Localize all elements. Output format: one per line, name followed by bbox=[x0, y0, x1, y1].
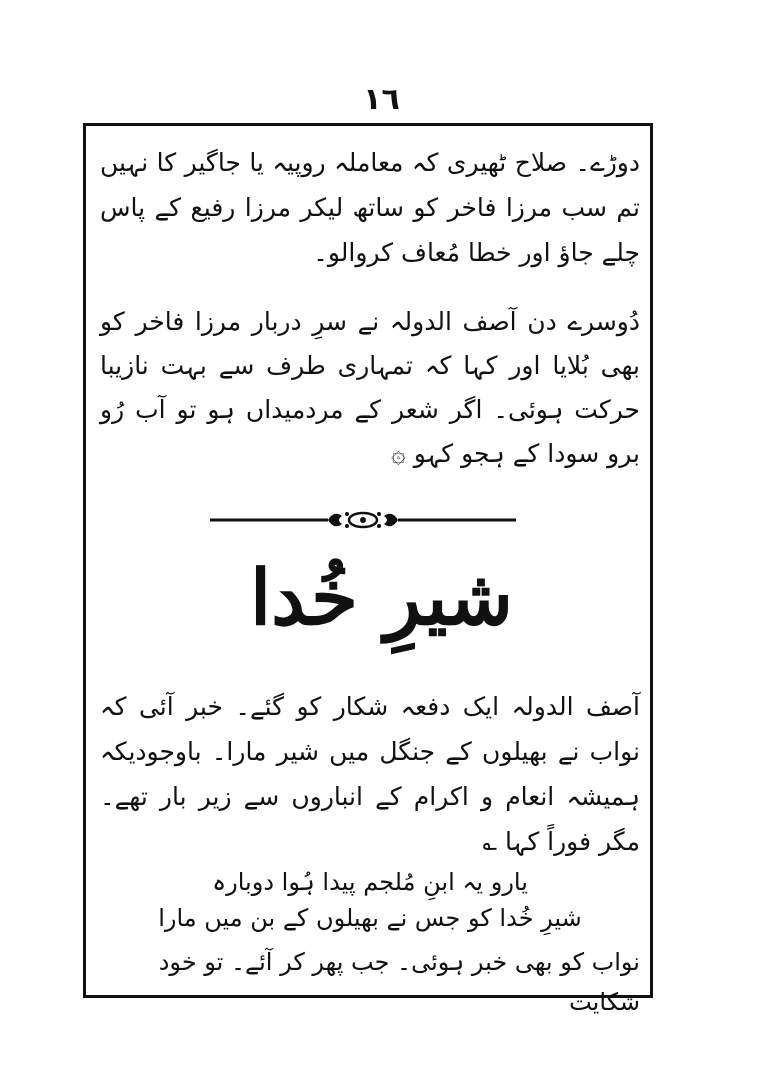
paragraph-last-line: نواب کو بھی خبر ہوئی۔ جب پھر کر آئے۔ تو خود شکایت bbox=[158, 948, 640, 1016]
paragraph-section-body: آصف الدولہ ایک دفعہ شکار کو گئے۔ خبر آئی کہ نواب نے بھیلوں کے جنگل میں شیر مارا۔ باوجودیکہ ہمیشہ انعام و اکرام کے انباروں سے زیر بار تھے۔ مگر فوراً کہا ؎ bbox=[100, 692, 640, 856]
verse-line-1: یارو یہ ابنِ مُلجم پیدا ہُوا دوبارہ bbox=[212, 868, 528, 896]
verse-line-2: شیرِ خُدا کو جس نے بھیلوں کے بن میں مارا bbox=[158, 904, 582, 932]
ornament-divider-icon bbox=[210, 508, 516, 532]
paragraph-top-1: دوڑے۔ صلاح ٹھیری کہ معاملہ روپیہ یا جاگیر کا نہیں تم سب مرزا فاخر کو ساتھ لیکر مرزا رفیع کے پاس چلے جاؤ اور خطا مُعاف کروالو۔ bbox=[100, 148, 640, 267]
section-title: شیرِ خُدا bbox=[250, 553, 513, 642]
paragraph-top-2: دُوسرے دن آصف الدولہ نے سرِ دربار مرزا فاخر کو بھی بُلایا اور کہا کہ تمہاری طرف سے بہت نازیبا حرکت ہوئی۔ اگر شعر کے مردمیداں ہو تو آب رُو برو سودا کے ہجو کہو ۞ bbox=[100, 307, 640, 468]
page-number: ١٦ bbox=[363, 82, 400, 117]
